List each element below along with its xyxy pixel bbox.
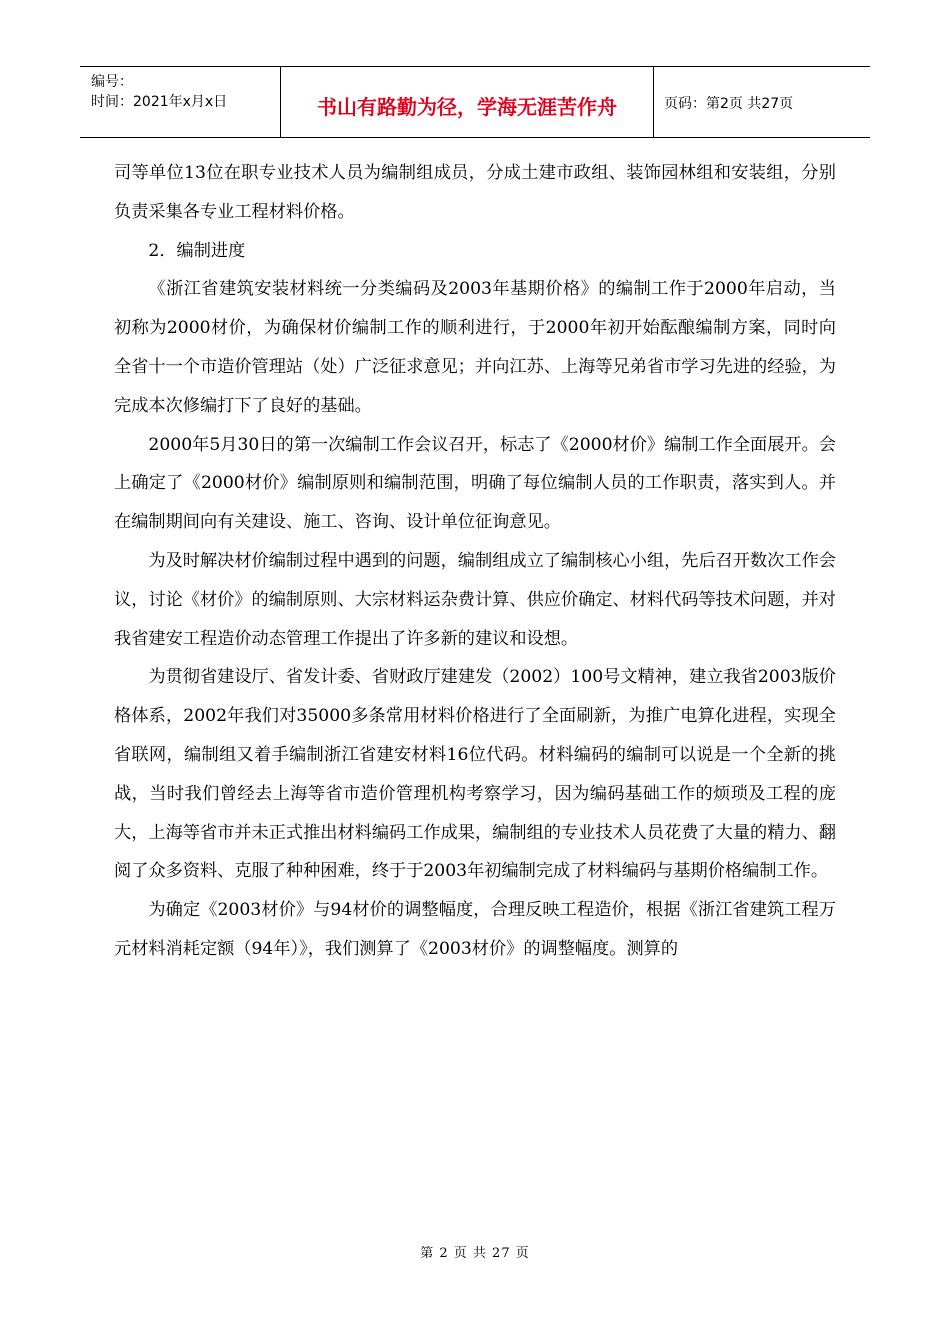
header-meta <box>80 67 281 137</box>
document-body <box>114 154 836 969</box>
page-footer: 第 2 页 共 27 页 <box>420 1246 530 1261</box>
header-page-number: 页码：第2页 共27页 <box>664 96 794 112</box>
paragraph: 为贯彻省建设厅、省发计委、省财政厅建建发（2002）100号文精神，建立我省2003版价格体系，2002年我们对35000多条常用材料价格进行了全面刷新，为推广电算化进程，实现全省联网，编制组又着手编制浙江省建安材料16位代码。材料编码的编制可以说是一个全新的挑战，当时我们曾经去上海等省市造价管理机构考察学习，因为编码基础工作的烦琐及工程的庞大，上海等省市并未正式推出材料编码工作成果，编制组的专业技术人员花费了大量的精力、翻阅了众多资料、克服了种种困难，终于于2003年初编制完成了材料编码与基期价格编制工作。 <box>114 667 836 882</box>
paragraph: 为确定《2003材价》与94材价的调整幅度，合理反映工程造价，根据《浙江省建筑工程万元材料消耗定额（94年）》，我们测算了《2003材价》的调整幅度。测算的 <box>114 900 836 959</box>
header-motto: 书山有路勤为径，学海无涯苦作舟 <box>281 67 654 137</box>
paragraph: 2000年5月30日的第一次编制工作会议召开，标志了《2000材价》编制工作全面展开。会上确定了《2000材价》编制原则和编制范围，明确了每位编制人员的工作职责，落实到人。并在编制期间向有关建设、施工、咨询、设计单位征询意见。 <box>114 434 836 533</box>
document-number-label: 编号： <box>91 74 133 90</box>
paragraph: 《浙江省建筑安装材料统一分类编码及2003年基期价格》的编制工作于2000年启动，当初称为2000材价，为确保材价编制工作的顺利进行，于2000年初开始酝酿编制方案，同时向全省十一个市造价管理站（处）广泛征求意见；并向江苏、上海等兄弟省市学习先进的经验，为完成本次修编打下了良好的基础。 <box>114 279 836 416</box>
paragraph: 司等单位13位在职专业技术人员为编制组成员，分成土建市政组、装饰园林组和安装组，分别负责采集各专业工程材料价格。 <box>114 163 836 222</box>
document-time-label: 时间：2021年x月x日 <box>91 94 228 110</box>
paragraph: 为及时解决材价编制过程中遇到的问题，编制组成立了编制核心小组，先后召开数次工作会议，讨论《材价》的编制原则、大宗材料运杂费计算、供应价确定、材料代码等技术问题，并对我省建安工程造价动态管理工作提出了许多新的建议和设想。 <box>114 550 836 649</box>
page-header <box>80 66 870 138</box>
section-heading: 2．编制进度 <box>148 240 246 261</box>
